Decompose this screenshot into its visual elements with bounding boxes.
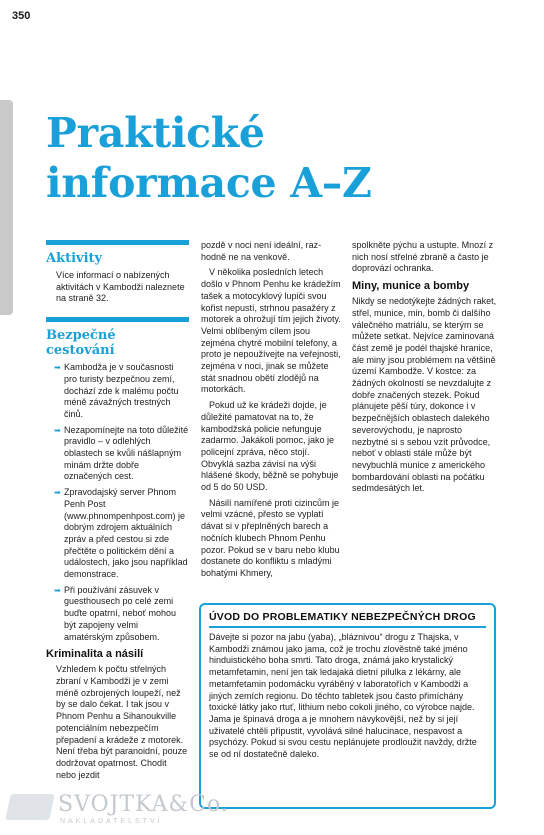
title-line-2: informace A–Z — [46, 159, 372, 207]
paragraph: spolkněte pýchu a ustupte. Mnozí z nich nosí střelné zbraně a často je doprovází ochranka. — [352, 240, 494, 274]
side-thumb-tab — [0, 100, 13, 315]
title-line-1: Praktické — [46, 109, 265, 157]
publisher-sub: NAKLADATELSTVÍ — [60, 818, 163, 825]
paragraph: Násilí namířené proti cizincům je velmi vzácné, přesto se vyplatí dávat si v přeplněných barech a nočních klubech Phnom Penhu pozor. Pokud se v baru nebo klubu dostanete do konfliktu s mladými bohatými Khmery, — [201, 497, 340, 578]
box-text: Dávejte si pozor na jabu (yaba), „bláznivou“ drogu z Thajska, v Kambodži známou jako jama, což je trochu zlověstně také jméno hinduistického boha smrti. Tato droga, známá jako krystalický metamfetamin, není jen tak ledajaká dietní pilulka z lékárny, ale metamfetamin podomácku vyráběný v laboratořích v Kambodži a jiných zemích regionu. Do těchto tabletek jsou často přimíchány toxické látky jako rtuť, lithium nebo cokoli jiného, co výrobce najde. Jama je špinavá droga a je mnohem návykovější, než by si její uživatelé chtěli připustit, vyvolává silné halucinace, nespavost a psychózy. Pokud si svou cestu neplánujete prodloužit navždy, držte se od ní dostatečně daleko. — [209, 632, 477, 760]
box-heading: ÚVOD DO PROBLEMATIKY NEBEZPEČNÝCH DROG — [209, 611, 486, 628]
section-rule — [46, 317, 189, 322]
paragraph: pozdě v noci není ideální, raz-hodně ne na venkově. — [201, 240, 322, 262]
paragraph: Pokud už ke krádeži dojde, je důležité pamatovat na to, že kambodžská policie nefunguje zadarmo. Jakákoli pomoc, jako je policejní zpráva, něco stojí. Obvyklá sazba závisí na výši hlášené škody, běžně se pohybuje od 5 do 50 USD. — [201, 400, 339, 493]
column-3 — [352, 240, 500, 499]
column-1 — [46, 240, 189, 785]
list-item: ➡ Zpravodajský server Phnom Penh Post (www.phnompenhpost.com) je dobrým zdrojem aktuálních zpráv a před cestou si zde přečtěte o politickém dění a událostech, jako jsou například demonstrace. — [54, 487, 188, 580]
publisher-watermark — [8, 792, 229, 830]
kriminalita-text: Vzhledem k počtu střelných zbraní v Kambodži je v zemi méně ozbrojených loupeží, než by se dalo čekat. I tak jsou v Phnom Penhu a Sihanoukville potenciálním nebezpečím přepadení a krádeže z motorek. Není třeba být paranoidní, pouze dodržovat opatrnost. Chodit nebo jezdit — [56, 664, 188, 780]
paragraph: V několika posledních letech došlo v Phnom Penhu ke krádežím tašek a motocyklový lupiči svou kořist nepustí, strhnou pasažéry z motorek a ohrožují tím jejich životy. Velmi oblíbeným cílem jsou zejména chytré mobilní telefony, a proto je nepoužívejte na veřejnosti, zejména v noci, jinak se můžete stát snadnou obětí zlodějů na motorkách. — [201, 267, 341, 395]
heading-bezpecne-cestovani — [46, 328, 189, 358]
list-item: ➡ Při používání zásuvek v guesthousech po celé zemi buďte opatrní, neboť mohou být zapojeny velmi amatérským způsobem. — [54, 584, 176, 642]
section-rule — [46, 240, 189, 245]
heading-line: cestování — [46, 343, 115, 359]
publisher-logo-icon — [5, 794, 55, 820]
heading-aktivity: Aktivity — [46, 251, 103, 266]
aktivity-text: Více informací o nabízených aktivitách v Kambodži naleznete na straně 32. — [56, 270, 185, 304]
heading-miny: Miny, munice a bomby — [352, 280, 470, 293]
heading-kriminalita: Kriminalita a násilí — [46, 648, 144, 661]
drugs-info-box — [199, 603, 496, 809]
arrow-bullet-icon: ➡ — [54, 425, 61, 435]
arrow-bullet-icon: ➡ — [54, 363, 61, 373]
column-2 — [201, 240, 341, 584]
page-title — [46, 108, 372, 208]
arrow-bullet-icon: ➡ — [54, 585, 61, 595]
arrow-bullet-icon: ➡ — [54, 488, 61, 498]
publisher-name: SVOJTKA&Co. — [58, 792, 229, 817]
list-item: ➡ Nezapomínejte na toto důležité pravidlo – v odlehlých oblastech se kvůli nášlapným minám držte dobře označených cest. — [54, 424, 189, 482]
list-item: ➡ Kambodža je v současnosti pro turisty bezpečnou zemí, dochází zde k malému počtu méně závažných trestných činů. — [54, 362, 179, 419]
heading-line: Bezpečné — [46, 328, 116, 344]
miny-text: Nikdy se nedotýkejte žádných raket, střel, munice, min, bomb či dalšího válečného matriálu, se kterým se můžete setkat. Nejvíce zaminovaná část země je podél thajské hranice, ale miny jsou problémem na většině území Kambodže. V kostce: za žádných okolností se nevzdalujte z dobře značených stezek. Pokud plánujete pěší túry, dokonce i v bezpečnějších oblastech dalekého severovýchodu, je naprosto nezbytné si s sebou vzít průvodce, neboť v oblasti stále může být nevybuchlá munice z amerického bombardování oblasti na počátku sedmdesátých let. — [352, 296, 497, 494]
page-number: 350 — [12, 10, 31, 22]
